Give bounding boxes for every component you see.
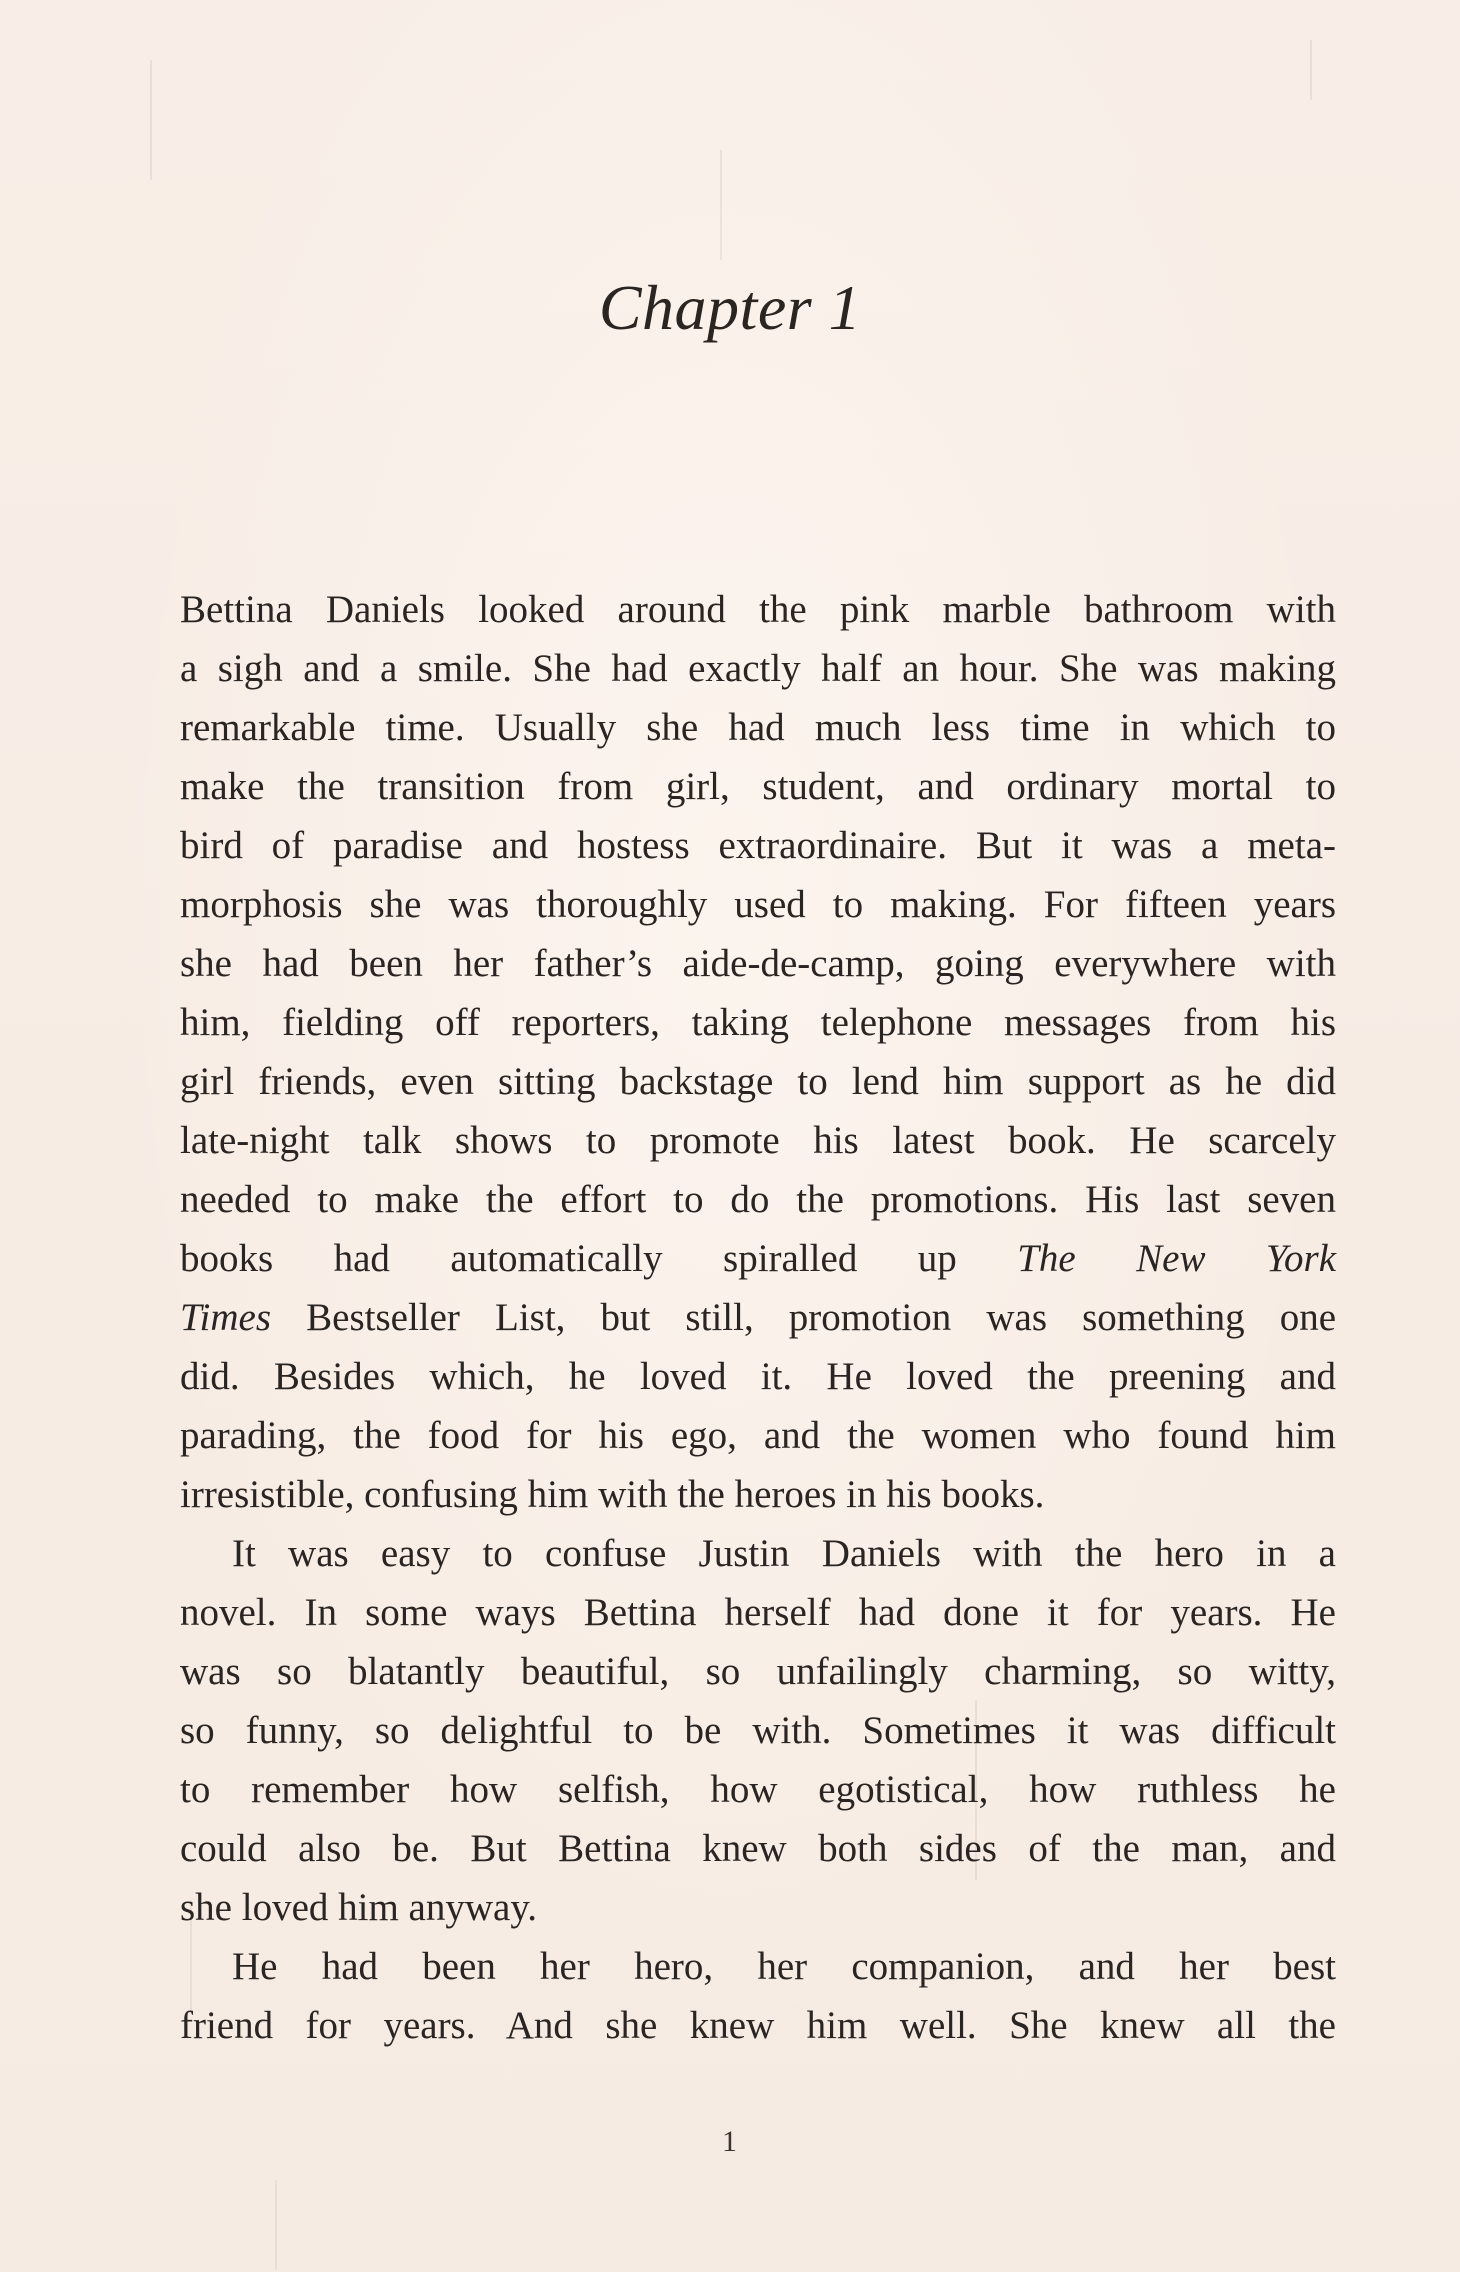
text-line: morphosis she was thoroughly used to making. For fifteen years [180,883,1336,926]
italic-text: The New York [1017,1237,1337,1280]
text-line: It was easy to confuse Justin Daniels with the hero in a [232,1532,1336,1575]
text-line: needed to make the effort to do the promotions. His last seven [180,1178,1336,1221]
text-line: novel. In some ways Bettina herself had done it for years. He [180,1591,1336,1634]
scan-mark [1310,40,1312,100]
text-line: to remember how selfish, how egotistical, how ruthless he [180,1768,1336,1811]
chapter-title: Chapter 1 [598,272,862,343]
roman-text: books had automatically spiralled up [180,1237,957,1280]
text-line-mixed [180,1288,1336,1347]
text-line: make the transition from girl, student, and ordinary mortal to [180,765,1336,808]
text-line: late-night talk shows to promote his latest book. He scarcely [180,1119,1336,1162]
scan-mark [720,150,722,260]
scan-mark [150,60,152,180]
text-line: so funny, so delightful to be with. Sometimes it was difficult [180,1709,1336,1752]
text-line: irresistible, confusing him with the heroes in his books. [180,1473,1045,1516]
scan-mark [275,2180,277,2270]
text-line-mixed [180,1229,1336,1288]
page-number: 1 [722,2125,738,2158]
text-line: girl friends, even sitting backstage to lend him support as he did [180,1060,1336,1103]
text-line: Bettina Daniels looked around the pink marble bathroom with [180,588,1336,631]
text-line: He had been her hero, her companion, and her best [232,1945,1336,1988]
text-line: could also be. But Bettina knew both sides of the man, and [180,1827,1336,1870]
roman-text: Bestseller List, but still, promotion was something one [306,1296,1337,1339]
text-line: friend for years. And she knew him well. She knew all the [180,2004,1336,2047]
text-line: a sigh and a smile. She had exactly half an hour. She was making [180,647,1336,690]
text-line: bird of paradise and hostess extraordinaire. But it was a meta- [180,824,1336,867]
text-line: him, fielding off reporters, taking telephone messages from his [180,1001,1336,1044]
text-line: was so blatantly beautiful, so unfailingly charming, so witty, [180,1650,1336,1693]
body-text [180,580,1336,2055]
text-line: did. Besides which, he loved it. He loved the preening and [180,1355,1336,1398]
italic-text: Times [180,1296,272,1339]
text-line: remarkable time. Usually she had much less time in which to [180,706,1336,749]
text-line: she had been her father’s aide-de-camp, going everywhere with [180,942,1336,985]
text-line: she loved him anyway. [180,1886,538,1929]
text-line: parading, the food for his ego, and the women who found him [180,1414,1336,1457]
